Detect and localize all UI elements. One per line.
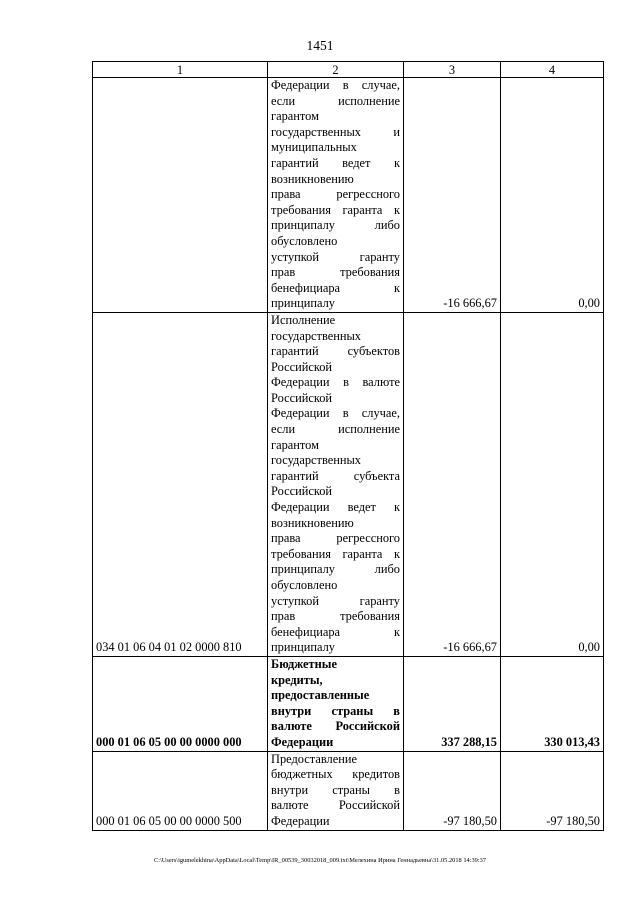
description-line: Федерации bbox=[271, 813, 330, 828]
description-line: валюте Российской bbox=[271, 798, 400, 813]
description-line: государственных bbox=[271, 453, 362, 468]
description-line: Федерации ведет к bbox=[271, 500, 400, 515]
table-row bbox=[93, 656, 604, 751]
description-line: Федерации в валюте bbox=[271, 375, 400, 390]
description-line: внутри страны в bbox=[271, 782, 400, 797]
description-line: предоставленные bbox=[271, 688, 370, 703]
description-line: валюте Российской bbox=[271, 719, 400, 734]
description-line: если исполнение bbox=[271, 422, 400, 437]
description-line: внутри страны в bbox=[271, 703, 400, 718]
amount-col3-cell: -97 180,50 bbox=[404, 751, 501, 830]
description-line: Российской bbox=[271, 484, 333, 499]
column-header-3: 3 bbox=[404, 62, 501, 78]
column-header-1: 1 bbox=[93, 62, 268, 78]
description-line: Российской bbox=[271, 390, 333, 405]
file-path-footer: C:\Users\igumelekhina\AppData\Local\Temp\IR_00539_30032018_009.txt\Мелехина Ирина Геннадьевна\31.05.2018 14:39:37 bbox=[153, 857, 487, 864]
description-line: Федерации в случае, bbox=[271, 78, 400, 92]
description-line: бенефициара к bbox=[271, 624, 400, 639]
table-body bbox=[93, 78, 604, 831]
table-header-row bbox=[93, 62, 604, 78]
amount-col3-cell: -16 666,67 bbox=[404, 312, 501, 656]
description-cell bbox=[268, 656, 404, 751]
description-line: требования гаранта к bbox=[271, 202, 400, 217]
description-line: права регрессного bbox=[271, 187, 400, 202]
description-line: государственных и bbox=[271, 124, 400, 139]
amount-col3-cell: 337 288,15 bbox=[404, 656, 501, 751]
column-header-4: 4 bbox=[501, 62, 604, 78]
column-header-2: 2 bbox=[268, 62, 404, 78]
description-line: гарантий субъекта bbox=[271, 468, 400, 483]
description-line: муниципальных bbox=[271, 140, 357, 155]
description-line: права регрессного bbox=[271, 531, 400, 546]
description-line: принципалу либо bbox=[271, 562, 400, 577]
table-row bbox=[93, 312, 604, 656]
description-line: государственных bbox=[271, 328, 362, 343]
budget-code-cell: 034 01 06 04 01 02 0000 810 bbox=[93, 312, 268, 656]
description-cell bbox=[268, 751, 404, 830]
description-line: обусловлено bbox=[271, 233, 338, 248]
description-line: принципалу либо bbox=[271, 218, 400, 233]
description-cell bbox=[268, 312, 404, 656]
description-line: требования гаранта к bbox=[271, 546, 400, 561]
description-line: уступкой гаранту bbox=[271, 593, 400, 608]
budget-code-cell bbox=[93, 78, 268, 313]
description-line: бенефициара к bbox=[271, 280, 400, 295]
description-line: гарантий ведет к bbox=[271, 155, 400, 170]
description-cell bbox=[268, 78, 404, 313]
amount-col4-cell: 330 013,43 bbox=[501, 656, 604, 751]
description-line: Федерации bbox=[271, 734, 334, 749]
description-line: гарантий субъектов bbox=[271, 344, 400, 359]
description-line: обусловлено bbox=[271, 578, 338, 592]
description-line: Исполнение bbox=[271, 312, 336, 327]
description-line: бюджетных кредитов bbox=[271, 767, 400, 782]
description-line: принципалу bbox=[271, 640, 335, 655]
description-line: принципалу bbox=[271, 296, 335, 311]
amount-col3-cell: -16 666,67 bbox=[404, 78, 501, 313]
description-line: гарантом bbox=[271, 437, 319, 452]
page-number: 1451 bbox=[306, 38, 334, 53]
description-line: прав требования bbox=[271, 609, 400, 624]
description-line: гарантом bbox=[271, 109, 319, 124]
description-line: если исполнение bbox=[271, 93, 400, 108]
table-row bbox=[93, 78, 604, 313]
description-line: Бюджетные bbox=[271, 656, 337, 671]
budget-code-cell: 000 01 06 05 00 00 0000 500 bbox=[93, 751, 268, 830]
description-line: Российской bbox=[271, 359, 333, 374]
amount-col4-cell: 0,00 bbox=[501, 78, 604, 313]
budget-table bbox=[92, 61, 604, 831]
description-line: возникновению bbox=[271, 515, 354, 530]
description-line: возникновению bbox=[271, 171, 354, 186]
description-line: уступкой гаранту bbox=[271, 249, 400, 264]
budget-code-cell: 000 01 06 05 00 00 0000 000 bbox=[93, 656, 268, 751]
description-line: Федерации в случае, bbox=[271, 406, 400, 421]
amount-col4-cell: 0,00 bbox=[501, 312, 604, 656]
description-line: Предоставление bbox=[271, 751, 357, 766]
description-line: прав требования bbox=[271, 265, 400, 280]
amount-col4-cell: -97 180,50 bbox=[501, 751, 604, 830]
description-line: кредиты, bbox=[271, 672, 323, 687]
table-row bbox=[93, 751, 604, 830]
